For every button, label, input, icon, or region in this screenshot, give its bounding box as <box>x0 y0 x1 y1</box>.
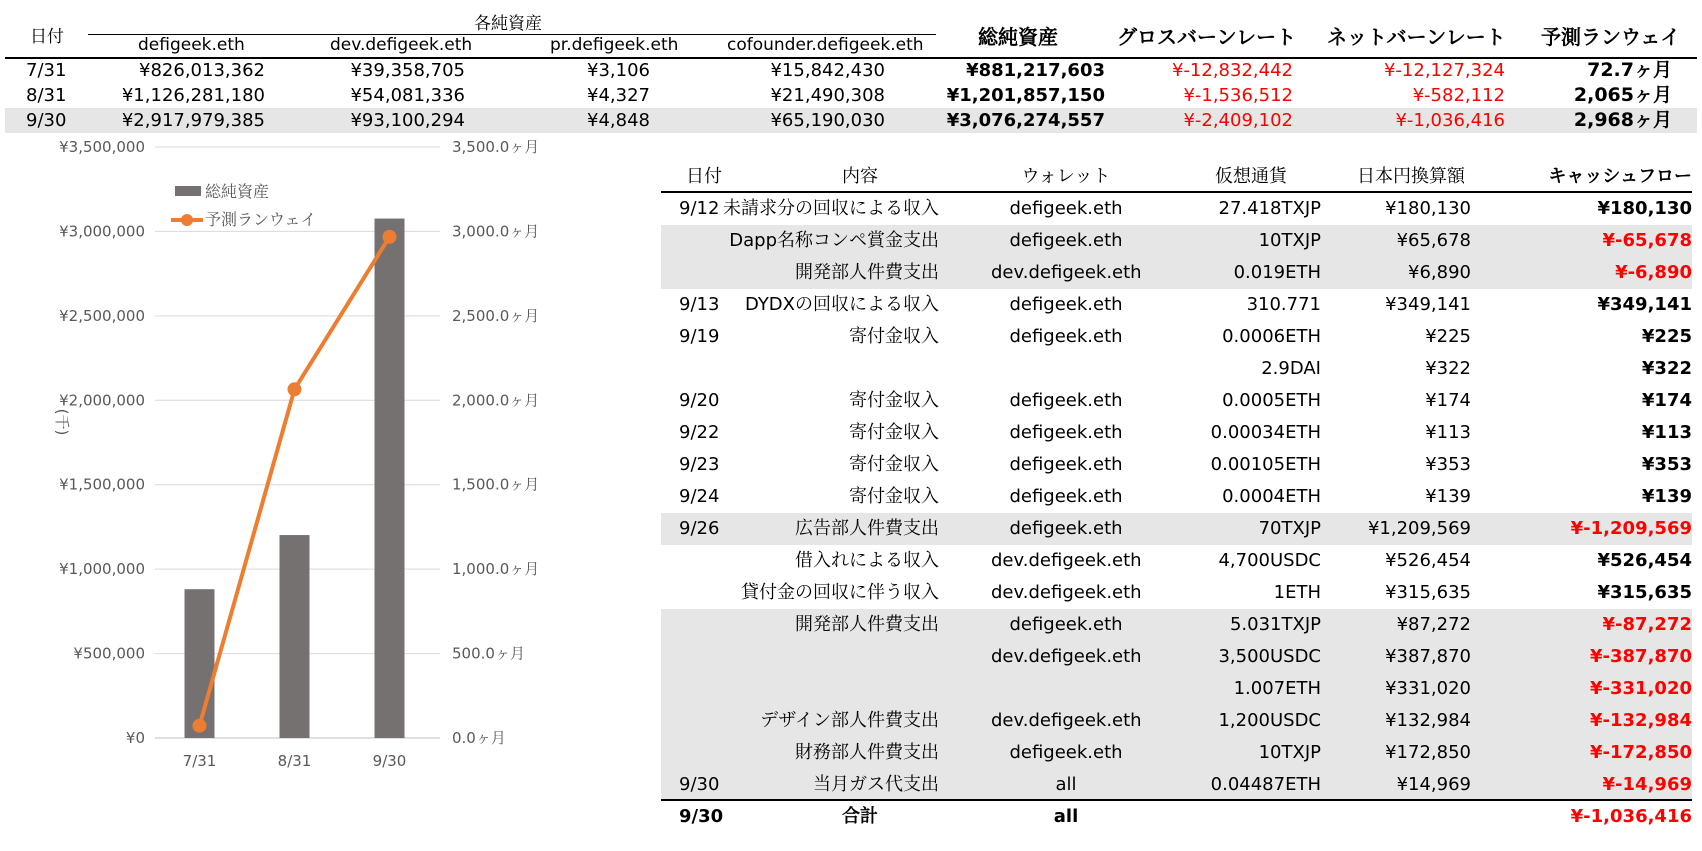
summary-wallet-1-value: ¥826,013,362 <box>139 60 265 81</box>
cf-desc: Dapp名称コンペ賞金支出 <box>729 230 939 251</box>
legend-bar-label: 総純資産 <box>205 182 270 201</box>
cf-crypto: 0.019ETH <box>1233 262 1321 283</box>
cf-value: ¥174 <box>1641 390 1692 411</box>
cf-jpy: ¥353 <box>1425 454 1471 475</box>
cf-wallet: defigeek.eth <box>1009 518 1123 539</box>
cf-jpy: ¥331,020 <box>1385 678 1471 699</box>
cf-wallet <box>991 673 1141 705</box>
cf-crypto: 2.9DAI <box>1261 358 1321 379</box>
y2-tick-label: 0.0ヶ月 <box>452 729 506 747</box>
legend-line-label: 予測ランウェイ <box>205 210 317 229</box>
cf-crypto: 4,700USDC <box>1218 550 1321 571</box>
cf-header-desc: 内容 <box>842 166 878 187</box>
cf-desc: 当月ガス代支出 <box>813 774 939 795</box>
cf-jpy: ¥6,890 <box>1408 262 1471 283</box>
y-tick-label: ¥2,000,000 <box>59 391 145 410</box>
cashflow-row <box>661 257 1692 289</box>
cashflow-row <box>661 513 1692 545</box>
cf-desc: 開発部人件費支出 <box>795 262 939 283</box>
summary-date: 7/31 <box>26 60 67 81</box>
cf-wallet: defigeek.eth <box>1009 486 1123 507</box>
cashflow-row <box>661 673 1692 705</box>
summary-table <box>0 0 1702 140</box>
cf-crypto: 27.418TXJP <box>1218 198 1321 219</box>
cf-date: 9/12 <box>679 198 720 219</box>
runway-point <box>193 719 207 733</box>
y-tick-label: ¥0 <box>125 729 145 747</box>
summary-header-wallet-2: dev.defigeek.eth <box>330 35 473 55</box>
summary-gross-burn-value: ¥-12,832,442 <box>1171 60 1293 81</box>
cf-wallet: dev.defigeek.eth <box>991 646 1142 667</box>
y2-tick-label: 1,000.0ヶ月 <box>452 560 540 579</box>
cf-value: ¥-172,850 <box>1590 742 1692 763</box>
cf-jpy: ¥65,678 <box>1396 230 1471 251</box>
cashflow-row <box>661 705 1692 737</box>
summary-runway-value: 72.7ヶ月 <box>1587 59 1672 81</box>
summary-runway-value: 2,968ヶ月 <box>1573 109 1672 131</box>
summary-header-runway: 予測ランウェイ <box>1541 25 1681 49</box>
cf-value: ¥-65,678 <box>1602 230 1692 251</box>
summary-row <box>5 83 1697 108</box>
cf-total-wallet: all <box>1053 806 1079 827</box>
y2-tick-label: 3,500.0ヶ月 <box>452 140 540 156</box>
cf-date: 9/22 <box>679 422 720 443</box>
summary-date: 9/30 <box>26 110 67 131</box>
y2-tick-label: 2,000.0ヶ月 <box>452 391 540 410</box>
cf-date: 9/30 <box>679 774 720 795</box>
cashflow-row <box>661 385 1692 417</box>
cf-desc: 借入れによる収入 <box>795 550 939 571</box>
y-tick-label: ¥1,000,000 <box>59 560 145 579</box>
cf-header-date: 日付 <box>686 166 722 187</box>
cf-jpy: ¥526,454 <box>1385 550 1471 571</box>
cf-value: ¥-14,969 <box>1602 774 1692 795</box>
cf-jpy: ¥315,635 <box>1385 582 1471 603</box>
cf-desc <box>661 353 939 385</box>
cf-value: ¥322 <box>1641 358 1692 379</box>
summary-header-date: 日付 <box>30 27 64 47</box>
cashflow-row <box>661 289 1692 321</box>
cashflow-row <box>661 609 1692 641</box>
cf-wallet: dev.defigeek.eth <box>991 262 1142 283</box>
summary-wallet-2-value: ¥54,081,336 <box>350 85 465 106</box>
bar <box>375 219 405 738</box>
cf-total-date: 9/30 <box>679 806 724 827</box>
y-axis-label: (千) <box>53 408 71 436</box>
bar <box>185 589 215 738</box>
summary-wallet-3-value: ¥4,327 <box>587 85 650 106</box>
cf-header-wallet: ウォレット <box>1021 166 1111 187</box>
cf-wallet: defigeek.eth <box>1009 454 1123 475</box>
cf-date: 9/13 <box>679 294 720 315</box>
cf-header-cashflow: キャッシュフロー <box>1548 166 1692 187</box>
cashflow-row <box>661 641 1692 673</box>
cf-crypto: 1ETH <box>1273 582 1321 603</box>
cf-value: ¥349,141 <box>1597 294 1692 315</box>
cf-wallet: defigeek.eth <box>1009 614 1123 635</box>
cf-jpy: ¥180,130 <box>1385 198 1471 219</box>
y2-tick-label: 1,500.0ヶ月 <box>452 475 540 494</box>
cashflow-row <box>661 737 1692 769</box>
cashflow-row <box>661 449 1692 481</box>
cf-jpy: ¥132,984 <box>1385 710 1471 731</box>
cf-wallet: defigeek.eth <box>1009 742 1123 763</box>
cf-crypto: 10TXJP <box>1258 230 1321 251</box>
cf-crypto: 70TXJP <box>1258 518 1321 539</box>
cashflow-row <box>661 417 1692 449</box>
cf-wallet: defigeek.eth <box>1009 326 1123 347</box>
legend <box>171 182 316 229</box>
cf-crypto: 5.031TXJP <box>1229 614 1321 635</box>
cf-desc: DYDXの回収による収入 <box>744 294 939 315</box>
summary-wallet-1-value: ¥2,917,979,385 <box>121 110 265 131</box>
cf-value: ¥315,635 <box>1597 582 1692 603</box>
y-tick-label: ¥500,000 <box>73 644 145 663</box>
cashflow-row <box>661 321 1692 353</box>
cf-jpy: ¥322 <box>1425 358 1471 379</box>
cf-desc: 寄付金収入 <box>849 454 939 475</box>
cf-wallet: defigeek.eth <box>1009 230 1123 251</box>
cashflow-row <box>661 193 1692 225</box>
summary-wallet-2-value: ¥93,100,294 <box>350 110 465 131</box>
cf-value: ¥353 <box>1641 454 1692 475</box>
cf-desc: デザイン部人件費支出 <box>760 710 939 731</box>
cashflow-table <box>661 156 1702 851</box>
y2-tick-label: 500.0ヶ月 <box>452 644 525 663</box>
cf-wallet: defigeek.eth <box>1009 422 1123 443</box>
cashflow-row <box>661 545 1692 577</box>
cf-jpy: ¥387,870 <box>1385 646 1471 667</box>
legend-bar-swatch <box>175 186 201 196</box>
cf-crypto: 310.771 <box>1246 294 1321 315</box>
summary-header-wallet-3: pr.defigeek.eth <box>550 35 679 55</box>
bar <box>280 535 310 738</box>
cf-jpy: ¥172,850 <box>1385 742 1471 763</box>
summary-total-value: ¥1,201,857,150 <box>946 85 1105 106</box>
cf-desc <box>661 673 939 705</box>
cf-value: ¥-6,890 <box>1615 262 1692 283</box>
cf-value: ¥-1,209,569 <box>1570 518 1692 539</box>
cashflow-row <box>661 481 1692 513</box>
cf-wallet: defigeek.eth <box>1009 198 1123 219</box>
runway-point <box>383 230 397 244</box>
cf-desc: 貸付金の回収に伴う収入 <box>741 582 939 603</box>
cf-value: ¥139 <box>1641 486 1692 507</box>
cf-desc: 財務部人件費支出 <box>795 742 939 763</box>
summary-wallet-1-value: ¥1,126,281,180 <box>121 85 265 106</box>
x-tick-label: 8/31 <box>277 752 312 770</box>
cashflow-total-row <box>661 801 1692 833</box>
summary-row <box>5 58 1697 83</box>
cf-value: ¥-87,272 <box>1602 614 1692 635</box>
cf-jpy: ¥225 <box>1425 326 1471 347</box>
cf-crypto: 0.04487ETH <box>1210 774 1321 795</box>
combo-chart <box>0 140 660 851</box>
cf-value: ¥180,130 <box>1597 198 1692 219</box>
cf-desc: 開発部人件費支出 <box>795 614 939 635</box>
summary-runway-value: 2,065ヶ月 <box>1573 84 1672 106</box>
summary-header-wallet-1: defigeek.eth <box>138 35 245 55</box>
summary-wallet-4-value: ¥65,190,030 <box>770 110 885 131</box>
cf-desc <box>661 641 939 673</box>
cf-value: ¥225 <box>1641 326 1692 347</box>
cashflow-row <box>661 769 1692 801</box>
cf-wallet: all <box>1055 774 1077 795</box>
cf-jpy: ¥14,969 <box>1396 774 1471 795</box>
cf-wallet: defigeek.eth <box>1009 390 1123 411</box>
cf-desc: 寄付金収入 <box>849 326 939 347</box>
summary-date: 8/31 <box>26 85 67 106</box>
cf-jpy: ¥1,209,569 <box>1367 518 1471 539</box>
y-tick-label: ¥2,500,000 <box>59 306 145 325</box>
y2-tick-label: 2,500.0ヶ月 <box>452 306 540 325</box>
cf-date: 9/19 <box>679 326 720 347</box>
cf-jpy: ¥113 <box>1425 422 1471 443</box>
summary-net-burn-value: ¥-12,127,324 <box>1383 60 1505 81</box>
cf-date: 9/23 <box>679 454 720 475</box>
cf-crypto: 3,500USDC <box>1218 646 1321 667</box>
cf-desc: 寄付金収入 <box>849 422 939 443</box>
summary-wallet-4-value: ¥21,490,308 <box>770 85 885 106</box>
cf-wallet: dev.defigeek.eth <box>991 710 1142 731</box>
cashflow-row <box>661 225 1692 257</box>
cf-desc: 未請求分の回収による収入 <box>723 198 939 219</box>
cf-crypto: 0.00034ETH <box>1210 422 1321 443</box>
cf-wallet: dev.defigeek.eth <box>991 550 1142 571</box>
cf-value: ¥-387,870 <box>1590 646 1692 667</box>
summary-wallet-2-value: ¥39,358,705 <box>350 60 465 81</box>
summary-wallet-4-value: ¥15,842,430 <box>770 60 885 81</box>
summary-header-gross-burn: グロスバーンレート <box>1117 25 1297 49</box>
y-tick-label: ¥1,500,000 <box>59 475 145 494</box>
cf-crypto: 1,200USDC <box>1218 710 1321 731</box>
summary-header-total: 総純資産 <box>978 25 1058 49</box>
summary-wallet-3-value: ¥4,848 <box>587 110 650 131</box>
cf-value: ¥113 <box>1641 422 1692 443</box>
cf-value: ¥526,454 <box>1597 550 1692 571</box>
cf-desc: 寄付金収入 <box>849 390 939 411</box>
cf-date: 9/26 <box>679 518 720 539</box>
cashflow-row <box>661 353 1692 385</box>
cf-crypto: 0.0005ETH <box>1222 390 1321 411</box>
y2-tick-label: 3,000.0ヶ月 <box>452 222 540 241</box>
cf-jpy: ¥87,272 <box>1396 614 1471 635</box>
cf-total-label: 合計 <box>842 806 878 827</box>
summary-wallet-3-value: ¥3,106 <box>587 60 650 81</box>
summary-total-value: ¥881,217,603 <box>966 60 1105 81</box>
summary-group-header: 各純資産 <box>474 14 542 34</box>
y-tick-label: ¥3,000,000 <box>59 222 145 241</box>
cf-value: ¥-331,020 <box>1590 678 1692 699</box>
x-tick-label: 9/30 <box>372 752 407 770</box>
summary-header-wallet-4: cofounder.defigeek.eth <box>727 35 924 55</box>
cf-header-crypto: 仮想通貨 <box>1215 166 1287 187</box>
cf-date: 9/20 <box>679 390 720 411</box>
y-tick-label: ¥3,500,000 <box>59 140 145 156</box>
summary-gross-burn-value: ¥-1,536,512 <box>1183 85 1293 106</box>
cf-desc: 寄付金収入 <box>849 486 939 507</box>
cf-crypto: 0.0006ETH <box>1222 326 1321 347</box>
cf-jpy: ¥349,141 <box>1385 294 1471 315</box>
cf-jpy: ¥139 <box>1425 486 1471 507</box>
summary-row <box>5 108 1697 133</box>
cf-desc: 広告部人件費支出 <box>795 518 939 539</box>
cf-crypto: 0.0004ETH <box>1222 486 1321 507</box>
cf-crypto: 10TXJP <box>1258 742 1321 763</box>
cf-wallet <box>991 353 1141 385</box>
summary-net-burn-value: ¥-1,036,416 <box>1395 110 1505 131</box>
runway-point <box>288 382 302 396</box>
cf-crypto: 1.007ETH <box>1233 678 1321 699</box>
summary-net-burn-value: ¥-582,112 <box>1412 85 1505 106</box>
cf-header-jpy: 日本円換算額 <box>1357 166 1465 187</box>
cf-crypto: 0.00105ETH <box>1210 454 1321 475</box>
summary-total-value: ¥3,076,274,557 <box>946 110 1105 131</box>
cf-jpy: ¥174 <box>1425 390 1471 411</box>
summary-header-net-burn: ネットバーンレート <box>1327 25 1506 49</box>
cf-value: ¥-132,984 <box>1590 710 1692 731</box>
cashflow-row <box>661 577 1692 609</box>
cf-total-value: ¥-1,036,416 <box>1570 806 1692 827</box>
cf-wallet: defigeek.eth <box>1009 294 1123 315</box>
x-tick-label: 7/31 <box>182 752 217 770</box>
summary-gross-burn-value: ¥-2,409,102 <box>1183 110 1293 131</box>
cf-date: 9/24 <box>679 486 720 507</box>
cf-wallet: dev.defigeek.eth <box>991 582 1142 603</box>
legend-line-marker <box>181 214 193 226</box>
